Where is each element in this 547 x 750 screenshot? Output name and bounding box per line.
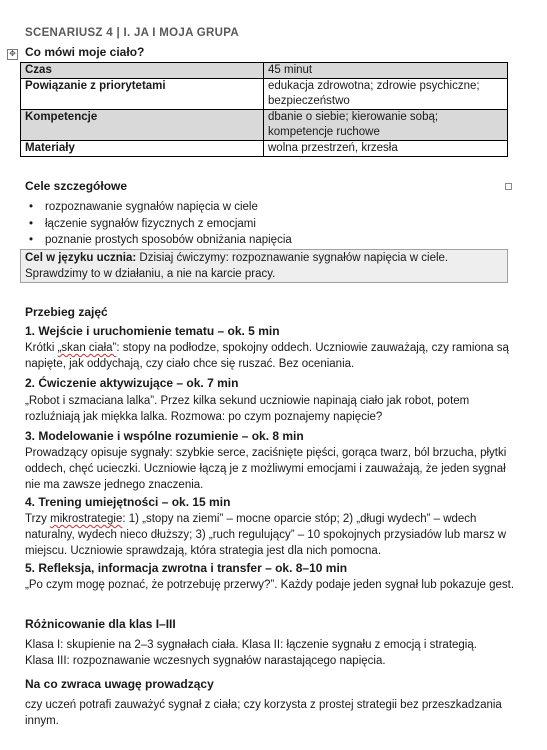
step-title: 4. Trening umiejętności – ok. 15 min — [25, 495, 231, 509]
table-cell-value: wolna przestrzeń, krzesła — [264, 141, 508, 157]
step-body: „Po czym mogę poznać, że potrzebuję przerwy?”. Każdy podaje jeden sygnał lub pokazuje gest. — [25, 579, 515, 591]
step-body: Prowadzący opisuje sygnały: szybkie serce, zaciśnięte pięści, gorąca twarz, ból brzucha, płytki oddech, chęć ucieczki. Uczniowie łączą je z możliwymi emocjami i zauważają, że jeden sygnał nie ma zawsze jednego znaczenia. — [25, 447, 507, 491]
table-resize-handle[interactable] — [505, 183, 512, 190]
table-cell-value: 45 minut — [264, 63, 508, 79]
step-title: 3. Modelowanie i wspólne rozumienie – ok. 8 min — [25, 429, 304, 443]
table-cell-label: Czas — [21, 63, 264, 79]
spellcheck-marked-text: „skan ciała” — [57, 342, 117, 354]
student-goal-text: Dzisiaj ćwiczymy: rozpoznawanie sygnałów napięcia w ciele. Sprawdzimy to w działaniu, a nie na karcie pracy. — [25, 252, 449, 280]
student-goal-box — [20, 249, 508, 283]
lesson-title: Co mówi moje ciało? — [25, 45, 145, 59]
table-row — [21, 110, 508, 141]
list-item: • łączenie sygnałów fizycznych z emocjami — [25, 216, 292, 233]
step-title: 2. Ćwiczenie aktywizujące – ok. 7 min — [25, 376, 239, 390]
spellcheck-marked-text: mikrostrategie — [50, 513, 123, 525]
notes-heading: Na co zwraca uwagę prowadzący — [25, 677, 214, 691]
step-text: : stopy na podłodze, spokojny oddech. Uczniowie zauważają, czy ramiona są napięte, jak oddychają, czy ciało chce się ruszać. Bez oceniania. — [25, 342, 509, 370]
table-row — [21, 141, 508, 157]
lesson-heading: Przebieg zajęć — [25, 305, 108, 319]
table-move-handle-icon[interactable]: ✥ — [7, 49, 18, 60]
step-title: 5. Refleksja, informacja zwrotna i transfer – ok. 8–10 min — [25, 561, 348, 575]
differentiation-heading: Różnicowanie dla klas I–III — [25, 617, 176, 631]
differentiation-line: Klasa I: skupienie na 2–3 sygnałach ciała. Klasa II: łączenie sygnału z emocją i strategią. — [25, 639, 477, 651]
step-text: : 1) „stopy na ziemi” – mocne oparcie stóp; 2) „długi wydech” – wdech naturalny, wydech nieco dłuższy; 3) „ruch regulujący” – 10 spokojnych przysiadów lub marsz w miejscu. Uczniowie sprawdzają, która strategia jest dla nich pomocna. — [25, 513, 507, 557]
differentiation-line: Klasa III: rozpoznawanie wczesnych sygnałów narastającego napięcia. — [25, 655, 386, 667]
notes-body: czy uczeń potrafi zauważyć sygnał z ciała; czy korzysta z prostej strategii bez przeszkadzania innym. — [25, 699, 502, 727]
step-text: Krótki — [25, 342, 58, 354]
step-text: Trzy — [25, 513, 51, 525]
list-item: • rozpoznawanie sygnałów napięcia w ciele — [25, 199, 292, 216]
table-cell-label: Powiązanie z priorytetami — [21, 79, 264, 110]
table-row — [21, 79, 508, 110]
table-cell-label: Kompetencje — [21, 110, 264, 141]
info-table — [20, 62, 508, 157]
step-body — [25, 340, 515, 372]
table-cell-value: edukacja zdrowotna; zdrowie psychiczne; bezpieczeństwo — [264, 79, 508, 110]
step-title: 1. Wejście i uruchomienie tematu – ok. 5 min — [25, 324, 280, 338]
step-body: „Robot i szmaciana lalka”. Przez kilka sekund uczniowie napinają ciało jak robot, potem rozluźniają jak miękka lalka. Rozmowa: po czym poznajemy napięcie? — [25, 395, 470, 423]
table-cell-value: dbanie o siebie; kierowanie sobą; kompetencje ruchowe — [264, 110, 508, 141]
step-body — [25, 511, 515, 559]
student-goal-label: Cel w języku ucznia: — [25, 252, 137, 264]
table-cell-label: Materiały — [21, 141, 264, 157]
goals-heading: Cele szczegółowe — [25, 179, 128, 193]
scenario-header: SCENARIUSZ 4 | I. JA I MOJA GRUPA — [25, 27, 239, 39]
list-item: • poznanie prostych sposobów obniżania napięcia — [25, 232, 292, 249]
goals-list — [25, 199, 292, 249]
table-row — [21, 63, 508, 79]
